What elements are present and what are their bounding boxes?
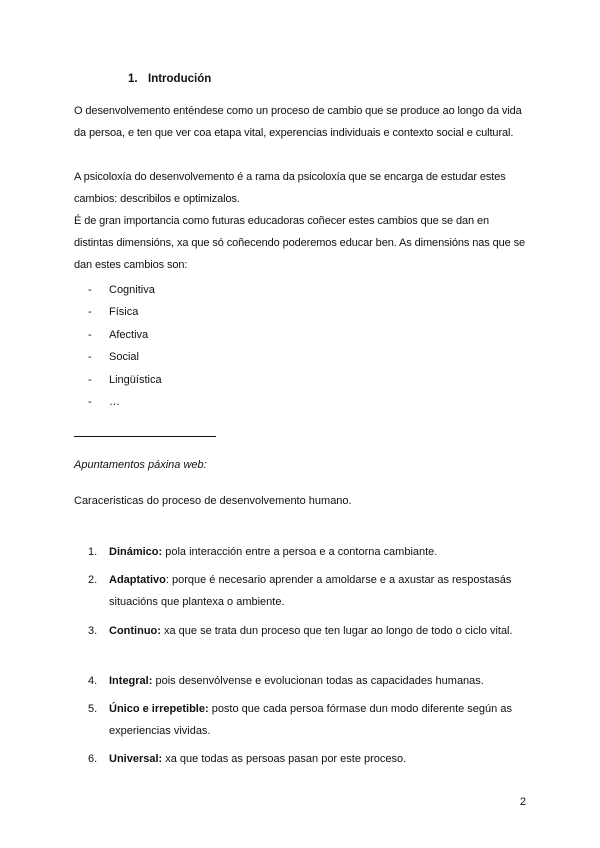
item-text: pola interacción entre a persoa e a contorna cambiante. xyxy=(162,546,438,558)
dimension-label: Cognitiva xyxy=(109,284,155,296)
bullet-marker: - xyxy=(88,351,92,364)
item-term: Único e irrepetible: xyxy=(109,703,209,715)
page-number: 2 xyxy=(519,796,526,808)
characteristic-item-unique xyxy=(88,698,530,742)
characteristics-title: Caraceristicas do proceso de desenvolvemento humano. xyxy=(74,495,352,507)
characteristic-item-integral xyxy=(88,670,530,692)
item-text: xa que se trata dun proceso que ten lugar ao longo de todo o ciclo vital. xyxy=(160,625,513,637)
characteristic-item-adaptive xyxy=(88,569,530,613)
item-term: Adaptativo xyxy=(109,574,166,586)
intro-paragraph-importance: É de gran importancia como futuras educadoras coñecer estes cambios que se dan en distintas dimensións, xa que só coñecendo poderemos educar ben. As dimensións nas que se dan estes cambios son: xyxy=(74,215,526,271)
item-text: posto que cada persoa fórmase dun modo diferente según as experiencias vividas. xyxy=(109,703,512,737)
characteristic-item-universal xyxy=(88,748,530,770)
characteristic-item-dynamic xyxy=(88,541,530,563)
item-number: 4. xyxy=(88,675,98,687)
item-number: 6. xyxy=(88,753,98,765)
list-item xyxy=(88,324,162,346)
item-term: Dinámico: xyxy=(109,546,163,558)
item-number: 3. xyxy=(88,625,98,637)
intro-paragraph-definition: O desenvolvemento enténdese como un proceso de cambio que se produce ao longo da vida da persoa, e ten que ver coa etapa vital, experencias individuais e contexto social e cultural. xyxy=(74,105,522,139)
list-item xyxy=(88,279,162,301)
list-item xyxy=(88,346,162,368)
heading-number: 1. xyxy=(128,73,138,85)
item-term: Universal: xyxy=(109,753,163,765)
item-text: : porque é necesario aprender a amoldarse e a axustar as respostasás situacións que plantexa o ambiente. xyxy=(109,574,512,608)
item-term: Continuo: xyxy=(109,625,161,637)
section-heading xyxy=(128,73,211,85)
list-item xyxy=(88,369,162,391)
item-term: Integral: xyxy=(109,675,153,687)
list-item xyxy=(88,301,162,323)
web-notes-label: Apuntamentos páxina web: xyxy=(74,459,207,471)
item-number: 5. xyxy=(88,703,98,715)
footnote-divider xyxy=(74,436,216,437)
bullet-marker: - xyxy=(88,373,92,386)
heading-title: Introdución xyxy=(148,73,212,85)
bullet-marker: - xyxy=(88,284,92,296)
list-item xyxy=(88,391,162,413)
dimension-label: Afectiva xyxy=(109,328,149,341)
item-text: pois desenvólvense e evolucionan todas as capacidades humanas. xyxy=(152,675,484,687)
dimension-label: … xyxy=(109,395,120,408)
dimension-label: Física xyxy=(109,306,139,319)
bullet-marker: - xyxy=(88,328,92,341)
item-number: 2. xyxy=(88,574,98,586)
dimension-label: Social xyxy=(109,351,139,364)
bullet-marker: - xyxy=(88,306,92,319)
intro-paragraph-psychology: A psicoloxía do desenvolvemento é a rama da psicoloxía que se encarga de estudar estes cambios: describilos e optimizalos. xyxy=(74,171,506,205)
dimensions-list xyxy=(88,279,162,413)
item-text: xa que todas as persoas pasan por este proceso. xyxy=(162,753,407,765)
item-number: 1. xyxy=(88,546,98,558)
bullet-marker: - xyxy=(88,395,92,408)
characteristic-item-continuous xyxy=(88,620,530,642)
dimension-label: Lingüística xyxy=(109,373,162,386)
